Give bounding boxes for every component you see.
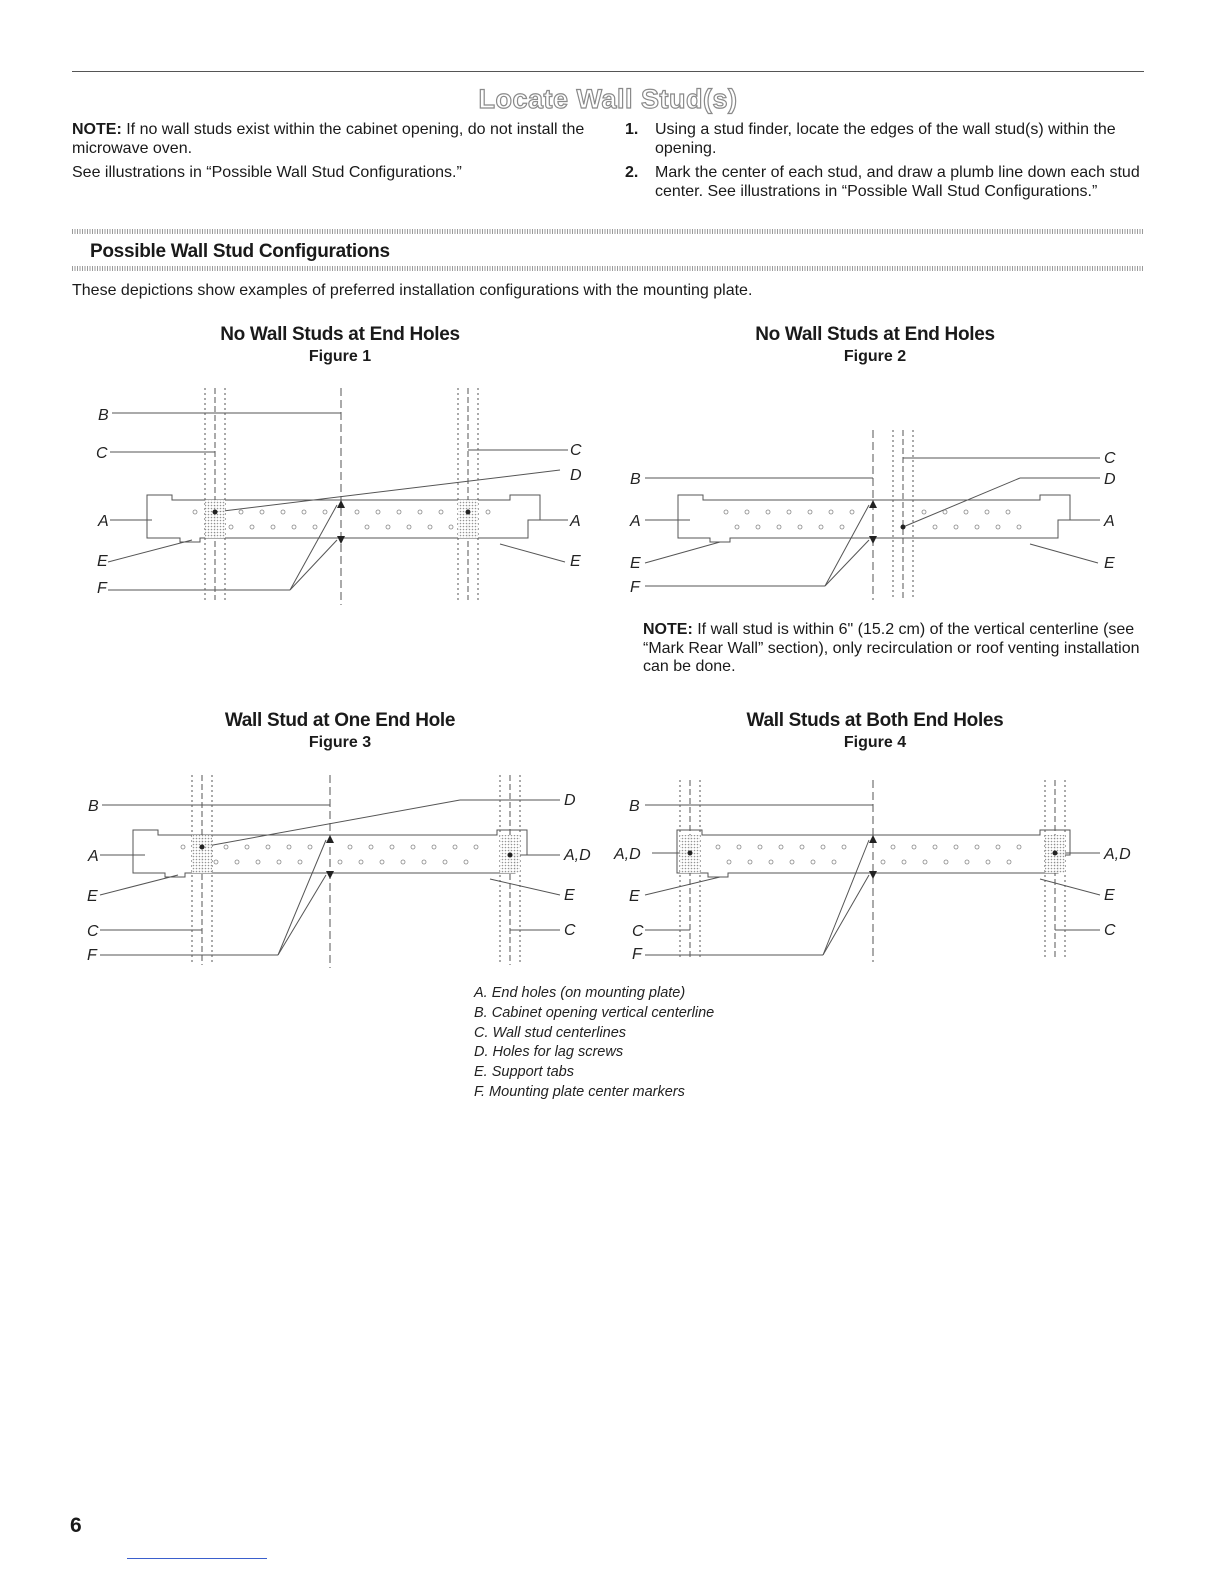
page-number: 6 <box>70 1514 82 1537</box>
label-b: B <box>88 798 99 815</box>
label-e-right: E <box>1104 555 1115 572</box>
label-e: E <box>97 553 108 570</box>
label-a: A <box>98 513 109 530</box>
figure-3-diagram <box>80 765 610 975</box>
legend-item: C. Wall stud centerlines <box>474 1024 627 1041</box>
figure-2-title: No Wall Studs at End Holes <box>755 324 995 345</box>
figure-1-number: Figure 1 <box>308 348 372 365</box>
figure-2-note <box>643 621 1143 677</box>
label-a-right: A <box>570 513 581 530</box>
label-b: B <box>98 407 109 424</box>
note-label: NOTE: <box>72 121 122 138</box>
label-ad: A,D <box>614 846 641 863</box>
label-d-right: D <box>1104 471 1116 488</box>
figure-2-number: Figure 2 <box>843 348 907 365</box>
step-text: Using a stud finder, locate the edges of the wall stud(s) within the opening. <box>655 121 1116 157</box>
label-c-right: C <box>1104 922 1116 939</box>
label-c: C <box>87 923 99 940</box>
legend-item: E. Support tabs <box>474 1064 574 1081</box>
label-e: E <box>87 888 98 905</box>
legend-item: A. End holes (on mounting plate) <box>474 985 686 1001</box>
figure-1-diagram <box>80 378 610 613</box>
label-a: A <box>88 848 99 865</box>
note-text: If wall stud is within 6" (15.2 cm) of the vertical centerline (see “Mark Rear Wall” section), only recirculation or roof venting installation can be done. <box>643 621 1140 675</box>
label-c: C <box>96 445 108 462</box>
legend-item: B. Cabinet opening vertical centerline <box>474 1004 715 1021</box>
section-intro: These depictions show examples of preferred installation configurations with the mounting plate. <box>72 282 753 299</box>
figure-4-diagram <box>610 770 1140 970</box>
label-e: E <box>629 888 640 905</box>
label-f: F <box>97 580 107 597</box>
label-e-right: E <box>570 553 581 570</box>
label-f: F <box>630 579 640 596</box>
label-e-right: E <box>564 887 575 904</box>
step-2 <box>625 164 1145 224</box>
figure-2-diagram <box>620 425 1130 605</box>
label-a: A <box>630 513 641 530</box>
figure-1-title: No Wall Studs at End Holes <box>220 324 460 345</box>
footer-line <box>127 1558 267 1559</box>
figure-4-title: Wall Studs at Both End Holes <box>746 710 1004 731</box>
label-b: B <box>629 798 640 815</box>
step-1 <box>625 121 1145 161</box>
step-number: 1. <box>625 121 639 138</box>
note-label: NOTE: <box>643 621 693 638</box>
label-d-right: D <box>564 792 576 809</box>
label-b: B <box>630 471 641 488</box>
label-c-right: C <box>1104 450 1116 467</box>
label-c-right: C <box>570 442 582 459</box>
step-number: 2. <box>625 164 639 181</box>
label-c-right: C <box>564 922 576 939</box>
figure-3-number: Figure 3 <box>308 734 372 751</box>
intro-note <box>72 121 592 158</box>
label-f: F <box>632 946 642 963</box>
label-f: F <box>87 947 97 964</box>
label-e: E <box>630 555 641 572</box>
figure-3-title: Wall Stud at One End Hole <box>224 710 456 731</box>
label-ad-right: A,D <box>1104 846 1131 863</box>
figure-legend <box>474 984 714 1103</box>
legend-item: D. Holes for lag screws <box>474 1044 624 1061</box>
section-divider-top <box>72 229 1144 234</box>
top-rule <box>72 71 1144 72</box>
figure-4-number: Figure 4 <box>843 734 907 751</box>
label-d-right: D <box>570 467 582 484</box>
legend-item: F. Mounting plate center markers <box>474 1083 685 1100</box>
intro-see-text: See illustrations in “Possible Wall Stud Configurations.” <box>72 164 462 181</box>
section-divider-bottom <box>72 266 1144 271</box>
page-title: Locate Wall Stud(s) <box>478 84 738 114</box>
label-c: C <box>632 923 644 940</box>
label-e-right: E <box>1104 887 1115 904</box>
step-text: Mark the center of each stud, and draw a plumb line down each stud center. See illustrations in “Possible Wall Stud Configurations.” <box>655 164 1140 200</box>
label-a-right: A <box>1104 513 1115 530</box>
section-title: Possible Wall Stud Configurations <box>90 241 390 262</box>
note-text: If no wall studs exist within the cabinet opening, do not install the microwave oven. <box>72 121 585 157</box>
label-ad-right: A,D <box>564 847 591 864</box>
